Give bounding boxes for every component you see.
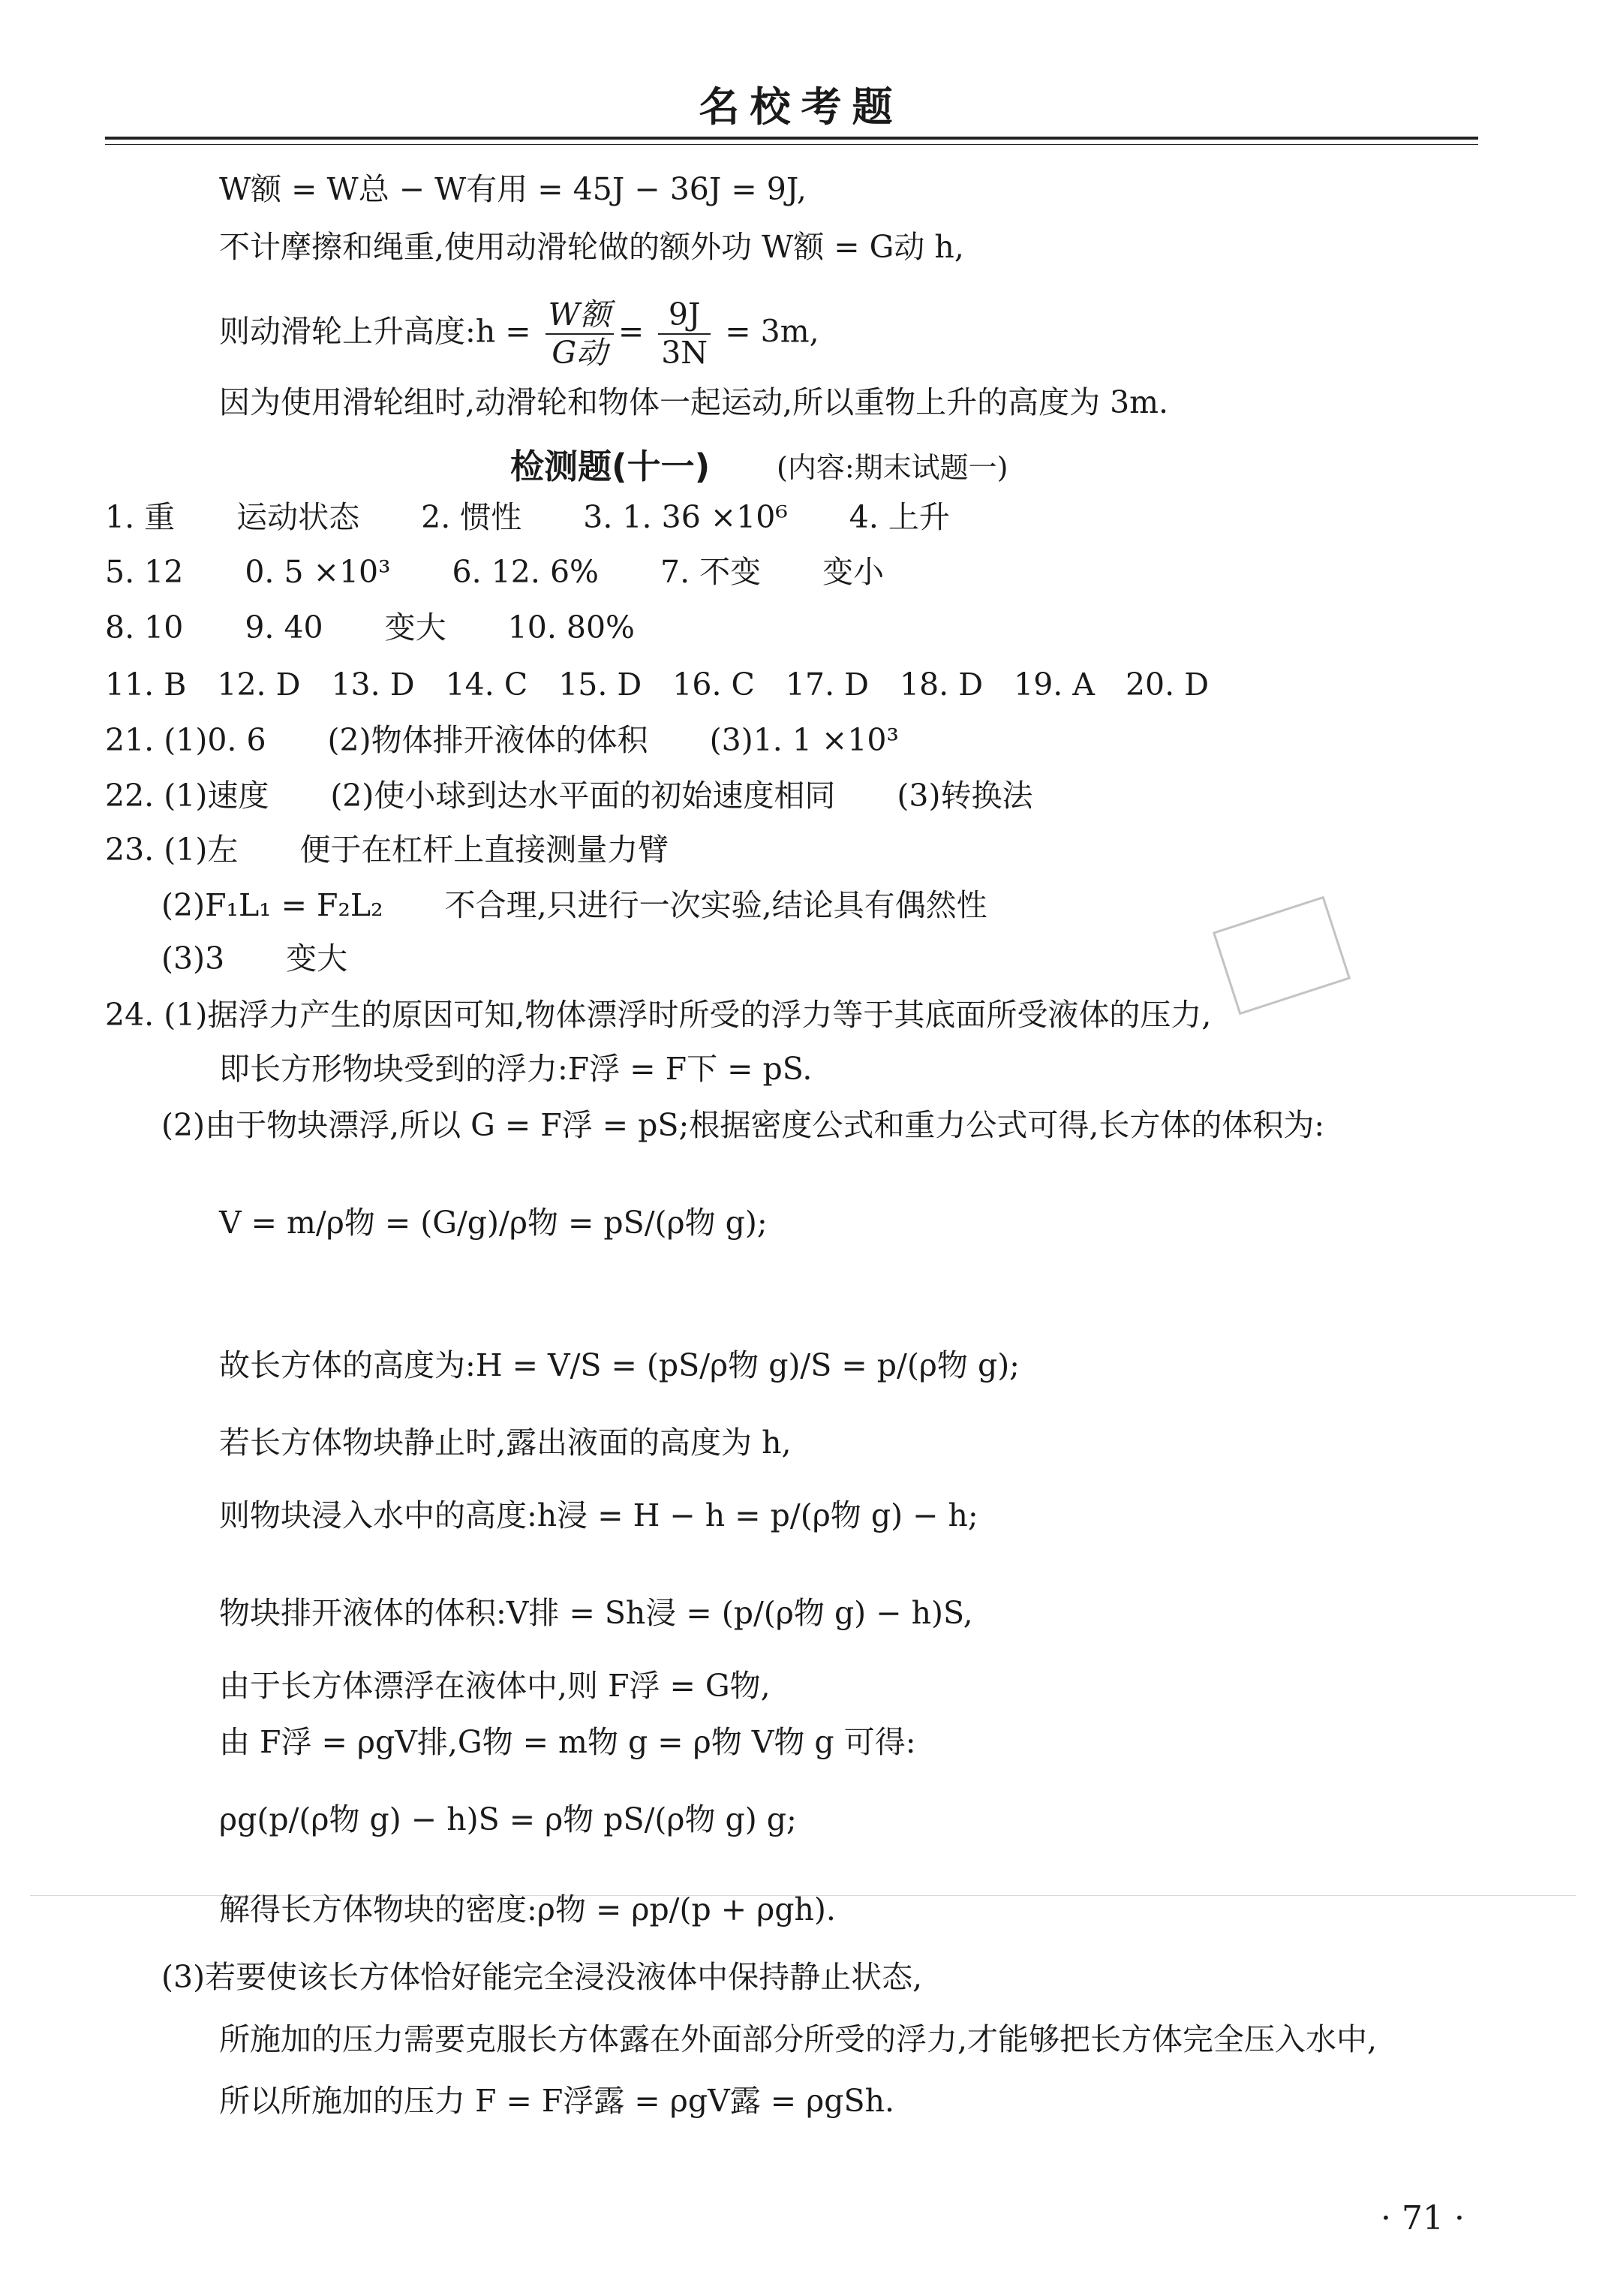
stamp-mark [1213,896,1351,1016]
q24-line-2: 即长方形物块受到的浮力:F浮 = F下 = pS. [219,1051,813,1087]
answer-row-9: (3)3 变大 [161,940,348,976]
line-pulley-work: 不计摩擦和绳重,使用动滑轮做的额外功 W额 = G动 h, [219,229,964,265]
line-pulley-height: 则动滑轮上升高度:h = $\frac{\text{W额}}{\text{G动}}$ = $\frac{9J}{3N}$ = 3m, [219,296,819,372]
q24-height-formula: 故长方体的高度为:H = V/S = (pS/ρ物 g)/S = p/(ρ物 g); [219,1347,1020,1383]
q24-volume-formula: V = m/ρ物 = (G/g)/ρ物 = pS/(ρ物 g); [219,1205,768,1241]
q24-part3-line-3: 所以所施加的压力 F = F浮露 = ρgV露 = ρgSh. [219,2083,895,2119]
page-number: · 71 · [1381,2199,1465,2237]
pulley-height-result: = 3m, [725,313,819,350]
answer-row-6: 22. (1)速度 (2)使小球到达水平面的初始速度相同 (3)转换法 [105,778,1033,814]
q24-line-7: 由于长方体漂浮在液体中,则 F浮 = G物, [219,1668,771,1704]
q24-line-6: 物块排开液体的体积:V排 = Sh浸 = (p/(ρ物 g) − h)S, [219,1595,973,1631]
answer-row-1: 1. 重 运动状态 2. 惯性 3. 1. 36 ×10⁶ 4. 上升 [105,499,950,535]
q24-line-9: ρg(p/(ρ物 g) − h)S = ρ物 pS/(ρ物 g) g; [219,1801,797,1837]
section-subtitle: (内容:期末试题一) [777,451,1008,484]
q24-part3-line-1: (3)若要使该长方体恰好能完全浸没液体中保持静止状态, [161,1959,923,1995]
header-rule-thick [105,137,1478,140]
section-title: 检测题(十一) [510,447,711,486]
answer-row-4: 11. B 12. D 13. D 14. C 15. D 16. C 17. D 18. D 19. A 20. D [105,667,1210,703]
q24-line-3: (2)由于物块漂浮,所以 G = F浮 = pS;根据密度公式和重力公式可得,长方体的体积为: [161,1107,1325,1143]
answer-row-2: 5. 12 0. 5 ×10³ 6. 12. 6% 7. 不变 变小 [105,554,885,590]
line-work-extra: W额 = W总 − W有用 = 45J − 36J = 9J, [219,171,807,207]
fraction-9j-over-3n: $\frac{9J}{3N}$ [658,296,711,372]
answer-row-5: 21. (1)0. 6 (2)物体排开液体的体积 (3)1. 1 ×10³ [105,722,899,758]
answer-row-3: 8. 10 9. 40 变大 10. 80% [105,609,636,645]
q24-line-5: 则物块浸入水中的高度:h浸 = H − h = p/(ρ物 g) − h; [219,1497,978,1533]
header-rule-thin [105,144,1478,145]
fraction-w-over-g: $\frac{\text{W额}}{\text{G动}}$ [546,296,614,372]
answer-row-8: (2)F₁L₁ = F₂L₂ 不合理,只进行一次实验,结论具有偶然性 [161,887,987,923]
q24-line-8: 由 F浮 = ρgV排,G物 = m物 g = ρ物 V物 g 可得: [219,1724,916,1760]
q24-part3-line-2: 所施加的压力需要克服长方体露在外面部分所受的浮力,才能够把长方体完全压入水中, [219,2021,1378,2057]
q24-line-4: 若长方体物块静止时,露出液面的高度为 h, [219,1425,792,1461]
page-header-title: 名校考题 [699,83,903,131]
q24-line-1: 24. (1)据浮力产生的原因可知,物体漂浮时所受的浮力等于其底面所受液体的压力, [105,997,1212,1033]
pulley-height-prefix: 则动滑轮上升高度:h = [219,313,531,350]
answer-row-7: 23. (1)左 便于在杠杆上直接测量力臂 [105,832,669,868]
q24-line-10: 解得长方体物块的密度:ρ物 = ρp/(p + ρgh). [219,1891,836,1927]
line-weight-rise: 因为使用滑轮组时,动滑轮和物体一起运动,所以重物上升的高度为 3m. [219,384,1169,420]
